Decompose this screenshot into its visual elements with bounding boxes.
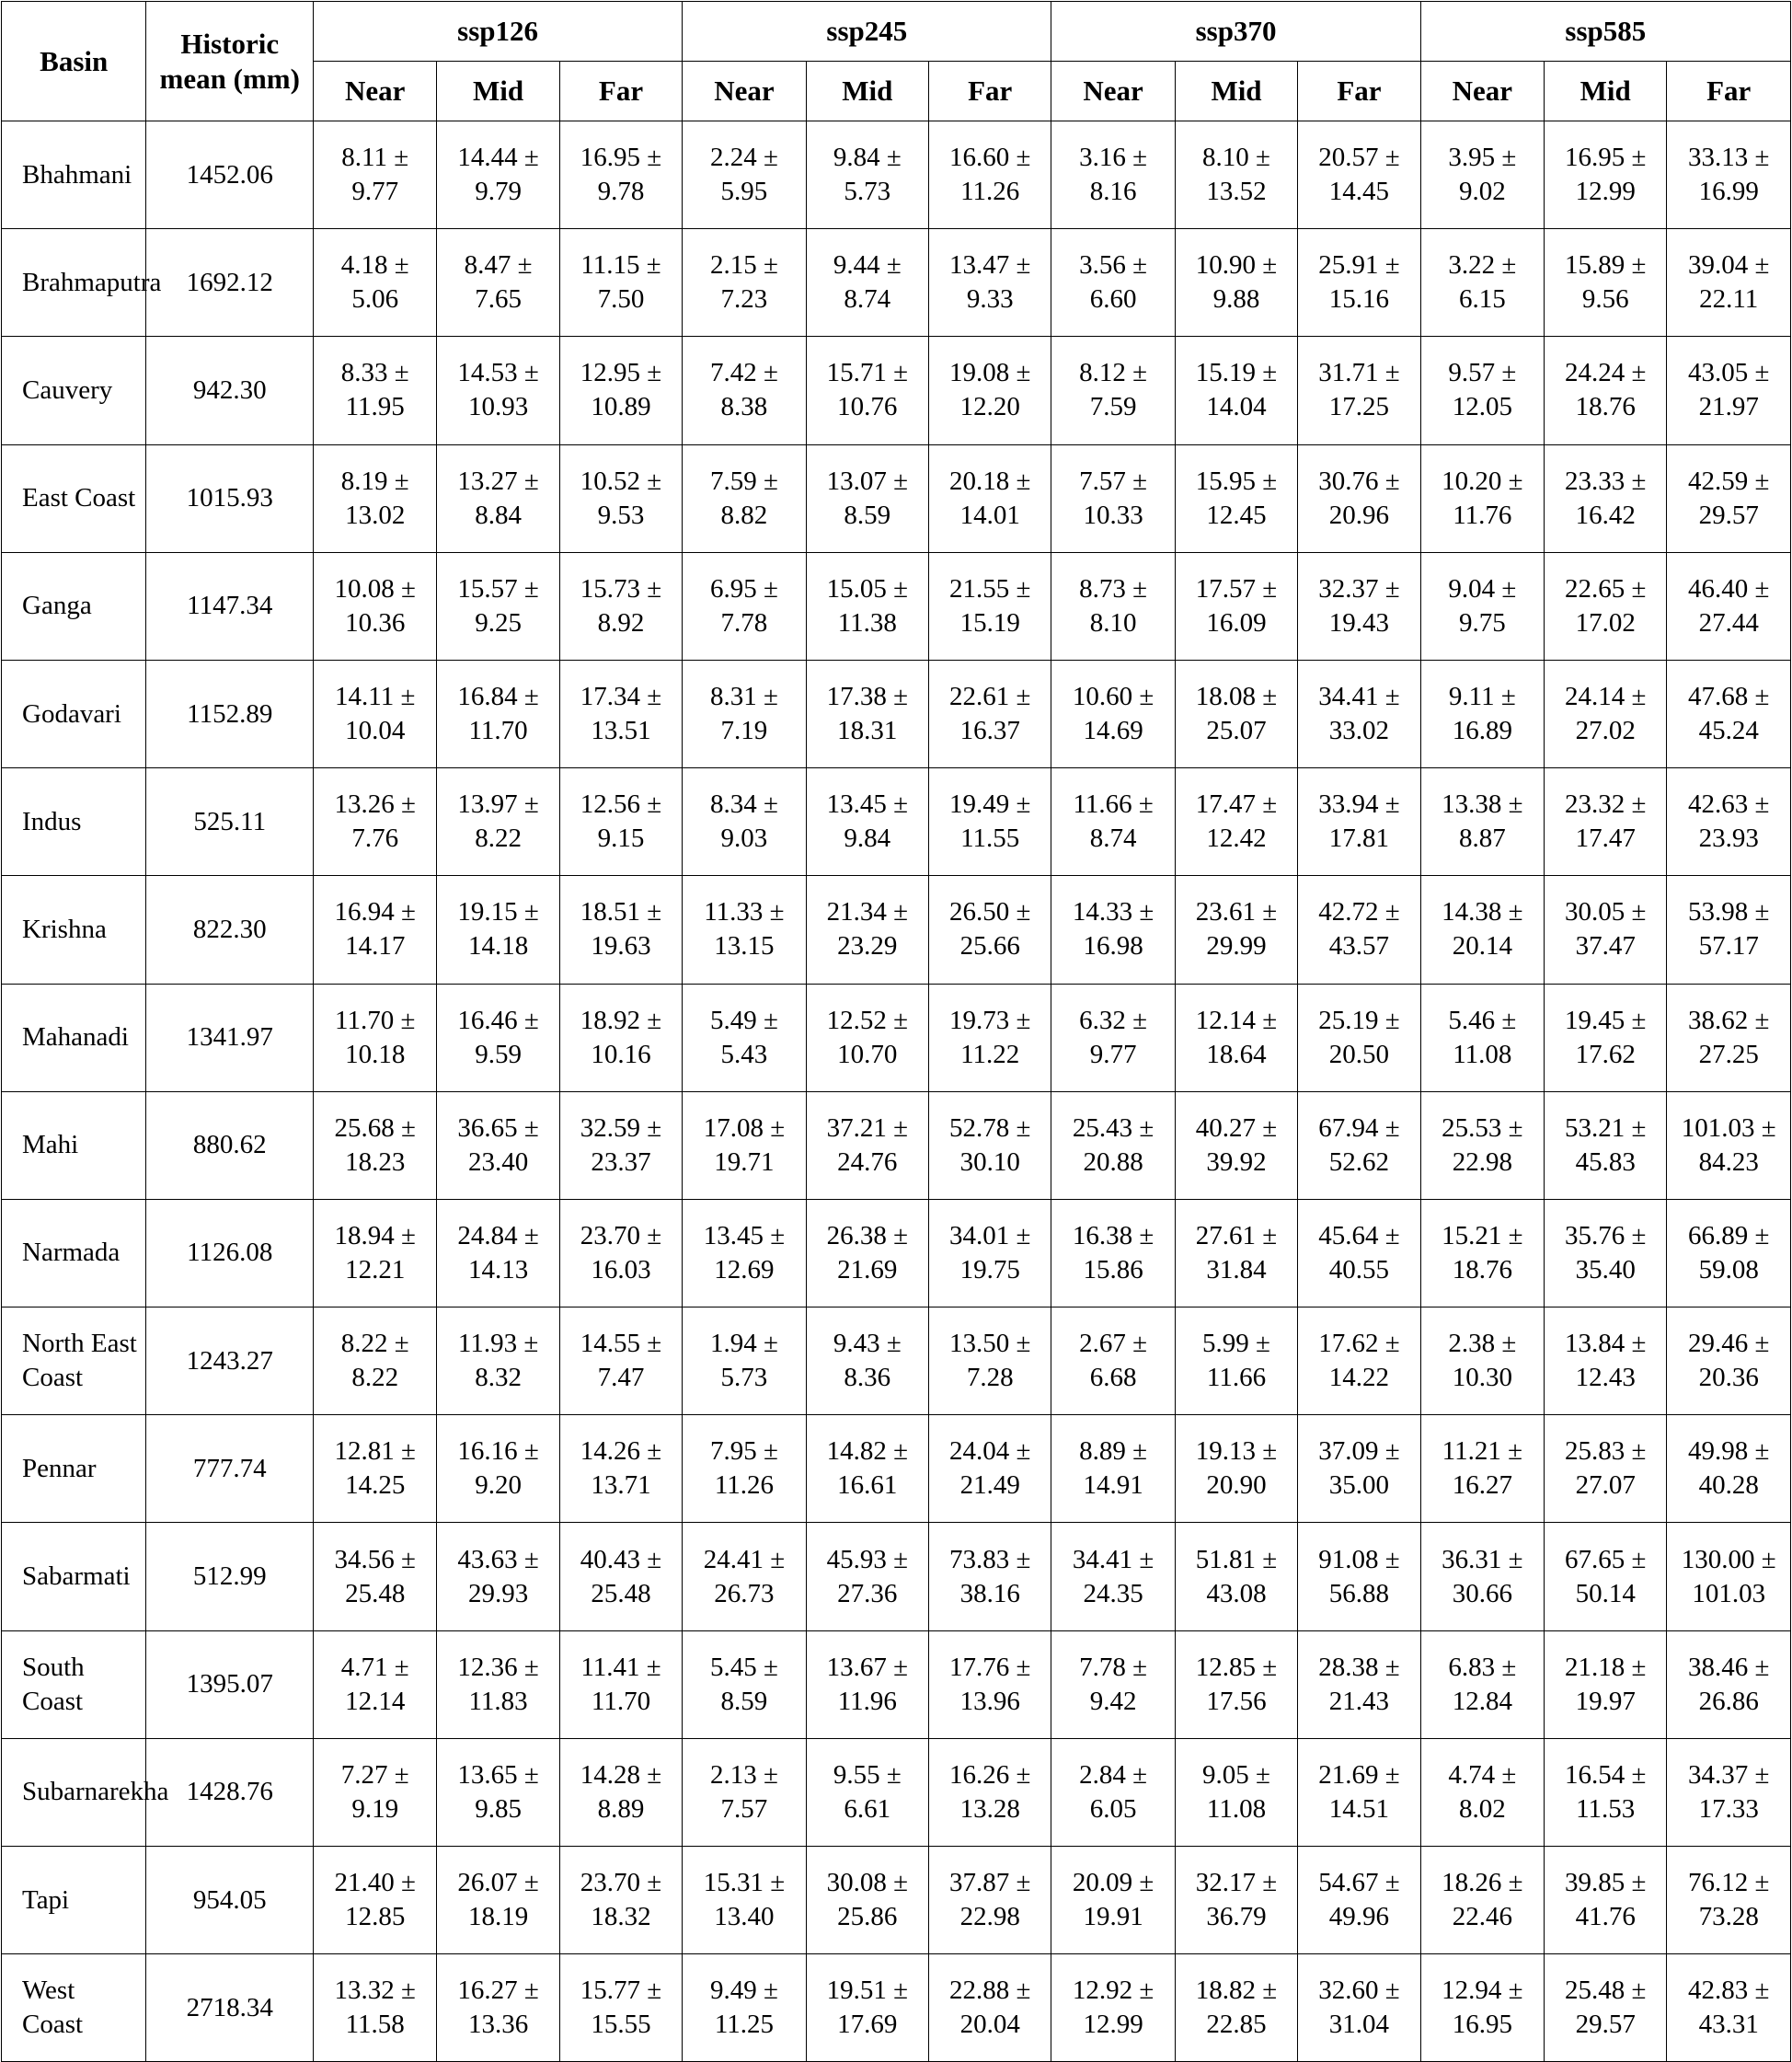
projection-value-cell: 14.11 ± 10.04 bbox=[314, 660, 437, 767]
projection-value-cell: 15.89 ± 9.56 bbox=[1545, 229, 1667, 337]
projection-value-cell: 32.37 ± 19.43 bbox=[1298, 552, 1420, 660]
projection-value-cell: 16.94 ± 14.17 bbox=[314, 876, 437, 984]
projection-value-cell: 11.70 ± 10.18 bbox=[314, 984, 437, 1091]
projection-value-cell: 3.95 ± 9.02 bbox=[1420, 121, 1544, 229]
projection-value-cell: 16.95 ± 9.78 bbox=[559, 121, 682, 229]
table-row bbox=[2, 1523, 1791, 1630]
projection-value-cell: 16.27 ± 13.36 bbox=[437, 1954, 559, 2062]
projection-value-cell: 15.21 ± 18.76 bbox=[1420, 1199, 1544, 1307]
projection-value-cell: 18.92 ± 10.16 bbox=[559, 984, 682, 1091]
projection-value-cell: 8.34 ± 9.03 bbox=[683, 768, 806, 876]
projection-value-cell: 21.18 ± 19.97 bbox=[1545, 1630, 1667, 1738]
projection-value-cell: 35.76 ± 35.40 bbox=[1545, 1199, 1667, 1307]
projection-value-cell: 9.49 ± 11.25 bbox=[683, 1954, 806, 2062]
basin-name-cell: East Coast bbox=[2, 444, 146, 552]
projection-value-cell: 25.83 ± 27.07 bbox=[1545, 1415, 1667, 1523]
header-period: Mid bbox=[437, 62, 559, 121]
projection-value-cell: 8.89 ± 14.91 bbox=[1051, 1415, 1175, 1523]
projection-value-cell: 15.05 ± 11.38 bbox=[806, 552, 928, 660]
projection-value-cell: 5.49 ± 5.43 bbox=[683, 984, 806, 1091]
table-row bbox=[2, 1091, 1791, 1199]
projection-value-cell: 17.76 ± 13.96 bbox=[929, 1630, 1051, 1738]
projection-value-cell: 2.38 ± 10.30 bbox=[1420, 1307, 1544, 1415]
projection-value-cell: 91.08 ± 56.88 bbox=[1298, 1523, 1420, 1630]
projection-value-cell: 19.13 ± 20.90 bbox=[1175, 1415, 1297, 1523]
projection-value-cell: 45.64 ± 40.55 bbox=[1298, 1199, 1420, 1307]
projection-value-cell: 13.47 ± 9.33 bbox=[929, 229, 1051, 337]
projection-value-cell: 14.53 ± 10.93 bbox=[437, 337, 559, 444]
projection-value-cell: 17.57 ± 16.09 bbox=[1175, 552, 1297, 660]
basin-name-cell: Bhahmani bbox=[2, 121, 146, 229]
projection-value-cell: 10.60 ± 14.69 bbox=[1051, 660, 1175, 767]
historic-mean-cell: 2718.34 bbox=[146, 1954, 314, 2062]
projection-value-cell: 8.19 ± 13.02 bbox=[314, 444, 437, 552]
projection-value-cell: 26.50 ± 25.66 bbox=[929, 876, 1051, 984]
projection-value-cell: 7.95 ± 11.26 bbox=[683, 1415, 806, 1523]
projection-value-cell: 16.46 ± 9.59 bbox=[437, 984, 559, 1091]
header-period: Near bbox=[1051, 62, 1175, 121]
projection-value-cell: 37.87 ± 22.98 bbox=[929, 1847, 1051, 1954]
projection-value-cell: 10.08 ± 10.36 bbox=[314, 552, 437, 660]
table-row bbox=[2, 984, 1791, 1091]
projection-value-cell: 22.61 ± 16.37 bbox=[929, 660, 1051, 767]
projection-value-cell: 7.27 ± 9.19 bbox=[314, 1738, 437, 1846]
projection-value-cell: 34.01 ± 19.75 bbox=[929, 1199, 1051, 1307]
projection-value-cell: 73.83 ± 38.16 bbox=[929, 1523, 1051, 1630]
projection-value-cell: 25.48 ± 29.57 bbox=[1545, 1954, 1667, 2062]
basin-name-cell: Mahi bbox=[2, 1091, 146, 1199]
table-row bbox=[2, 1630, 1791, 1738]
projection-value-cell: 18.51 ± 19.63 bbox=[559, 876, 682, 984]
projection-value-cell: 34.41 ± 33.02 bbox=[1298, 660, 1420, 767]
projection-value-cell: 10.20 ± 11.76 bbox=[1420, 444, 1544, 552]
historic-mean-cell: 1147.34 bbox=[146, 552, 314, 660]
basin-name-cell: West Coast bbox=[2, 1954, 146, 2062]
projection-value-cell: 16.95 ± 12.99 bbox=[1545, 121, 1667, 229]
projection-value-cell: 32.17 ± 36.79 bbox=[1175, 1847, 1297, 1954]
historic-mean-cell: 1452.06 bbox=[146, 121, 314, 229]
projection-value-cell: 9.04 ± 9.75 bbox=[1420, 552, 1544, 660]
projection-value-cell: 23.33 ± 16.42 bbox=[1545, 444, 1667, 552]
projection-value-cell: 1.94 ± 5.73 bbox=[683, 1307, 806, 1415]
projection-value-cell: 67.94 ± 52.62 bbox=[1298, 1091, 1420, 1199]
basin-name-cell: South Coast bbox=[2, 1630, 146, 1738]
projection-value-cell: 42.83 ± 43.31 bbox=[1667, 1954, 1791, 2062]
basin-name-cell: Krishna bbox=[2, 876, 146, 984]
projection-value-cell: 25.91 ± 15.16 bbox=[1298, 229, 1420, 337]
projection-value-cell: 3.56 ± 6.60 bbox=[1051, 229, 1175, 337]
projection-value-cell: 17.34 ± 13.51 bbox=[559, 660, 682, 767]
projection-value-cell: 10.52 ± 9.53 bbox=[559, 444, 682, 552]
projection-value-cell: 38.62 ± 27.25 bbox=[1667, 984, 1791, 1091]
projection-value-cell: 23.61 ± 29.99 bbox=[1175, 876, 1297, 984]
projection-value-cell: 16.26 ± 13.28 bbox=[929, 1738, 1051, 1846]
header-scenario: ssp245 bbox=[683, 2, 1051, 62]
projection-value-cell: 36.65 ± 23.40 bbox=[437, 1091, 559, 1199]
projection-value-cell: 31.71 ± 17.25 bbox=[1298, 337, 1420, 444]
projection-value-cell: 21.55 ± 15.19 bbox=[929, 552, 1051, 660]
projection-value-cell: 37.21 ± 24.76 bbox=[806, 1091, 928, 1199]
projection-value-cell: 13.50 ± 7.28 bbox=[929, 1307, 1051, 1415]
projection-value-cell: 34.56 ± 25.48 bbox=[314, 1523, 437, 1630]
projection-value-cell: 24.24 ± 18.76 bbox=[1545, 337, 1667, 444]
projection-value-cell: 15.57 ± 9.25 bbox=[437, 552, 559, 660]
projection-value-cell: 5.99 ± 11.66 bbox=[1175, 1307, 1297, 1415]
projection-value-cell: 10.90 ± 9.88 bbox=[1175, 229, 1297, 337]
basin-name-cell: Indus bbox=[2, 768, 146, 876]
projection-value-cell: 13.45 ± 12.69 bbox=[683, 1199, 806, 1307]
table-row bbox=[2, 121, 1791, 229]
projection-value-cell: 8.33 ± 11.95 bbox=[314, 337, 437, 444]
projection-value-cell: 18.82 ± 22.85 bbox=[1175, 1954, 1297, 2062]
basin-name-cell: Sabarmati bbox=[2, 1523, 146, 1630]
historic-mean-cell: 525.11 bbox=[146, 768, 314, 876]
projection-value-cell: 14.55 ± 7.47 bbox=[559, 1307, 682, 1415]
historic-mean-cell: 777.74 bbox=[146, 1415, 314, 1523]
projection-value-cell: 20.18 ± 14.01 bbox=[929, 444, 1051, 552]
projection-value-cell: 11.66 ± 8.74 bbox=[1051, 768, 1175, 876]
table-row bbox=[2, 768, 1791, 876]
projection-value-cell: 9.05 ± 11.08 bbox=[1175, 1738, 1297, 1846]
projection-value-cell: 7.42 ± 8.38 bbox=[683, 337, 806, 444]
projection-value-cell: 5.45 ± 8.59 bbox=[683, 1630, 806, 1738]
projection-value-cell: 17.08 ± 19.71 bbox=[683, 1091, 806, 1199]
header-scenario: ssp585 bbox=[1420, 2, 1790, 62]
projection-value-cell: 19.51 ± 17.69 bbox=[806, 1954, 928, 2062]
projection-value-cell: 3.22 ± 6.15 bbox=[1420, 229, 1544, 337]
projection-value-cell: 2.24 ± 5.95 bbox=[683, 121, 806, 229]
projection-value-cell: 12.52 ± 10.70 bbox=[806, 984, 928, 1091]
historic-mean-cell: 1126.08 bbox=[146, 1199, 314, 1307]
projection-value-cell: 76.12 ± 73.28 bbox=[1667, 1847, 1791, 1954]
projection-value-cell: 39.04 ± 22.11 bbox=[1667, 229, 1791, 337]
projection-value-cell: 40.27 ± 39.92 bbox=[1175, 1091, 1297, 1199]
projection-value-cell: 6.83 ± 12.84 bbox=[1420, 1630, 1544, 1738]
projection-value-cell: 13.67 ± 11.96 bbox=[806, 1630, 928, 1738]
basin-name-cell: Godavari bbox=[2, 660, 146, 767]
projection-value-cell: 8.31 ± 7.19 bbox=[683, 660, 806, 767]
projection-value-cell: 17.62 ± 14.22 bbox=[1298, 1307, 1420, 1415]
projection-value-cell: 2.84 ± 6.05 bbox=[1051, 1738, 1175, 1846]
basin-name-cell: Tapi bbox=[2, 1847, 146, 1954]
basin-name-cell: Subarnarekha bbox=[2, 1738, 146, 1846]
historic-mean-cell: 1152.89 bbox=[146, 660, 314, 767]
basin-name-cell: Pennar bbox=[2, 1415, 146, 1523]
projection-value-cell: 17.47 ± 12.42 bbox=[1175, 768, 1297, 876]
projection-value-cell: 37.09 ± 35.00 bbox=[1298, 1415, 1420, 1523]
historic-mean-cell: 880.62 bbox=[146, 1091, 314, 1199]
projection-value-cell: 9.84 ± 5.73 bbox=[806, 121, 928, 229]
projection-value-cell: 5.46 ± 11.08 bbox=[1420, 984, 1544, 1091]
projection-value-cell: 15.77 ± 15.55 bbox=[559, 1954, 682, 2062]
projection-value-cell: 49.98 ± 40.28 bbox=[1667, 1415, 1791, 1523]
projection-value-cell: 32.60 ± 31.04 bbox=[1298, 1954, 1420, 2062]
table-row bbox=[2, 1847, 1791, 1954]
basin-name-cell: North East Coast bbox=[2, 1307, 146, 1415]
projection-value-cell: 13.32 ± 11.58 bbox=[314, 1954, 437, 2062]
projection-value-cell: 13.97 ± 8.22 bbox=[437, 768, 559, 876]
basin-name-cell: Mahanadi bbox=[2, 984, 146, 1091]
projection-value-cell: 8.10 ± 13.52 bbox=[1175, 121, 1297, 229]
projection-value-cell: 21.69 ± 14.51 bbox=[1298, 1738, 1420, 1846]
table-row bbox=[2, 1415, 1791, 1523]
projection-value-cell: 26.38 ± 21.69 bbox=[806, 1199, 928, 1307]
projection-value-cell: 45.93 ± 27.36 bbox=[806, 1523, 928, 1630]
header-scenario: ssp126 bbox=[314, 2, 683, 62]
projection-value-cell: 9.11 ± 16.89 bbox=[1420, 660, 1544, 767]
header-period: Far bbox=[559, 62, 682, 121]
projection-value-cell: 3.16 ± 8.16 bbox=[1051, 121, 1175, 229]
projection-value-cell: 34.41 ± 24.35 bbox=[1051, 1523, 1175, 1630]
projection-value-cell: 36.31 ± 30.66 bbox=[1420, 1523, 1544, 1630]
projection-value-cell: 17.38 ± 18.31 bbox=[806, 660, 928, 767]
projection-value-cell: 12.36 ± 11.83 bbox=[437, 1630, 559, 1738]
projection-value-cell: 67.65 ± 50.14 bbox=[1545, 1523, 1667, 1630]
projection-value-cell: 23.70 ± 18.32 bbox=[559, 1847, 682, 1954]
projection-value-cell: 21.34 ± 23.29 bbox=[806, 876, 928, 984]
historic-mean-cell: 1428.76 bbox=[146, 1738, 314, 1846]
header-period: Far bbox=[929, 62, 1051, 121]
projection-value-cell: 23.32 ± 17.47 bbox=[1545, 768, 1667, 876]
projection-value-cell: 28.38 ± 21.43 bbox=[1298, 1630, 1420, 1738]
projection-value-cell: 27.61 ± 31.84 bbox=[1175, 1199, 1297, 1307]
projection-value-cell: 30.08 ± 25.86 bbox=[806, 1847, 928, 1954]
header-historic-mean: Historic mean (mm) bbox=[146, 2, 314, 121]
projection-value-cell: 24.41 ± 26.73 bbox=[683, 1523, 806, 1630]
table-row bbox=[2, 1307, 1791, 1415]
header-period: Far bbox=[1667, 62, 1791, 121]
projection-table bbox=[1, 1, 1791, 2062]
header-period: Mid bbox=[806, 62, 928, 121]
historic-mean-cell: 1692.12 bbox=[146, 229, 314, 337]
projection-value-cell: 38.46 ± 26.86 bbox=[1667, 1630, 1791, 1738]
projection-value-cell: 11.33 ± 13.15 bbox=[683, 876, 806, 984]
historic-mean-cell: 822.30 bbox=[146, 876, 314, 984]
projection-value-cell: 12.85 ± 17.56 bbox=[1175, 1630, 1297, 1738]
table-row bbox=[2, 552, 1791, 660]
projection-value-cell: 4.71 ± 12.14 bbox=[314, 1630, 437, 1738]
projection-value-cell: 43.05 ± 21.97 bbox=[1667, 337, 1791, 444]
projection-value-cell: 39.85 ± 41.76 bbox=[1545, 1847, 1667, 1954]
projection-value-cell: 46.40 ± 27.44 bbox=[1667, 552, 1791, 660]
table-row bbox=[2, 337, 1791, 444]
projection-value-cell: 11.15 ± 7.50 bbox=[559, 229, 682, 337]
projection-value-cell: 7.78 ± 9.42 bbox=[1051, 1630, 1175, 1738]
basin-name-cell: Ganga bbox=[2, 552, 146, 660]
projection-value-cell: 16.38 ± 15.86 bbox=[1051, 1199, 1175, 1307]
projection-value-cell: 7.59 ± 8.82 bbox=[683, 444, 806, 552]
projection-value-cell: 14.33 ± 16.98 bbox=[1051, 876, 1175, 984]
table-row bbox=[2, 1738, 1791, 1846]
header-basin: Basin bbox=[2, 2, 146, 121]
header-period: Mid bbox=[1545, 62, 1667, 121]
projection-value-cell: 6.95 ± 7.78 bbox=[683, 552, 806, 660]
projection-value-cell: 25.53 ± 22.98 bbox=[1420, 1091, 1544, 1199]
projection-value-cell: 13.84 ± 12.43 bbox=[1545, 1307, 1667, 1415]
projection-value-cell: 8.73 ± 8.10 bbox=[1051, 552, 1175, 660]
projection-value-cell: 16.84 ± 11.70 bbox=[437, 660, 559, 767]
basin-name-cell: Cauvery bbox=[2, 337, 146, 444]
projection-value-cell: 4.74 ± 8.02 bbox=[1420, 1738, 1544, 1846]
projection-value-cell: 9.44 ± 8.74 bbox=[806, 229, 928, 337]
projection-value-cell: 20.57 ± 14.45 bbox=[1298, 121, 1420, 229]
projection-value-cell: 42.63 ± 23.93 bbox=[1667, 768, 1791, 876]
table-row bbox=[2, 876, 1791, 984]
projection-value-cell: 33.94 ± 17.81 bbox=[1298, 768, 1420, 876]
projection-value-cell: 16.16 ± 9.20 bbox=[437, 1415, 559, 1523]
projection-value-cell: 101.03 ± 84.23 bbox=[1667, 1091, 1791, 1199]
projection-value-cell: 53.98 ± 57.17 bbox=[1667, 876, 1791, 984]
projection-value-cell: 19.73 ± 11.22 bbox=[929, 984, 1051, 1091]
projection-value-cell: 26.07 ± 18.19 bbox=[437, 1847, 559, 1954]
projection-value-cell: 14.82 ± 16.61 bbox=[806, 1415, 928, 1523]
projection-value-cell: 16.60 ± 11.26 bbox=[929, 121, 1051, 229]
projection-value-cell: 7.57 ± 10.33 bbox=[1051, 444, 1175, 552]
projection-value-cell: 6.32 ± 9.77 bbox=[1051, 984, 1175, 1091]
header-period: Far bbox=[1298, 62, 1420, 121]
table-row bbox=[2, 1954, 1791, 2062]
header-row-scenarios bbox=[2, 2, 1791, 62]
projection-value-cell: 18.26 ± 22.46 bbox=[1420, 1847, 1544, 1954]
projection-value-cell: 52.78 ± 30.10 bbox=[929, 1091, 1051, 1199]
projection-value-cell: 34.37 ± 17.33 bbox=[1667, 1738, 1791, 1846]
projection-value-cell: 42.72 ± 43.57 bbox=[1298, 876, 1420, 984]
projection-value-cell: 13.45 ± 9.84 bbox=[806, 768, 928, 876]
projection-value-cell: 51.81 ± 43.08 bbox=[1175, 1523, 1297, 1630]
table-body bbox=[2, 121, 1791, 2062]
projection-value-cell: 15.31 ± 13.40 bbox=[683, 1847, 806, 1954]
historic-mean-cell: 1243.27 bbox=[146, 1307, 314, 1415]
projection-value-cell: 13.38 ± 8.87 bbox=[1420, 768, 1544, 876]
projection-value-cell: 11.21 ± 16.27 bbox=[1420, 1415, 1544, 1523]
header-period: Near bbox=[683, 62, 806, 121]
table-row bbox=[2, 1199, 1791, 1307]
projection-value-cell: 14.38 ± 20.14 bbox=[1420, 876, 1544, 984]
projection-value-cell: 8.22 ± 8.22 bbox=[314, 1307, 437, 1415]
projection-value-cell: 19.45 ± 17.62 bbox=[1545, 984, 1667, 1091]
projection-value-cell: 20.09 ± 19.91 bbox=[1051, 1847, 1175, 1954]
projection-value-cell: 30.76 ± 20.96 bbox=[1298, 444, 1420, 552]
basin-name-cell: Brahmaputra bbox=[2, 229, 146, 337]
historic-mean-cell: 1395.07 bbox=[146, 1630, 314, 1738]
projection-value-cell: 12.14 ± 18.64 bbox=[1175, 984, 1297, 1091]
basin-name-cell: Narmada bbox=[2, 1199, 146, 1307]
projection-value-cell: 24.84 ± 14.13 bbox=[437, 1199, 559, 1307]
header-scenario: ssp370 bbox=[1051, 2, 1420, 62]
table-row bbox=[2, 444, 1791, 552]
projection-value-cell: 9.55 ± 6.61 bbox=[806, 1738, 928, 1846]
projection-value-cell: 25.43 ± 20.88 bbox=[1051, 1091, 1175, 1199]
projection-value-cell: 13.26 ± 7.76 bbox=[314, 768, 437, 876]
projection-value-cell: 8.12 ± 7.59 bbox=[1051, 337, 1175, 444]
header-period: Near bbox=[314, 62, 437, 121]
projection-value-cell: 15.73 ± 8.92 bbox=[559, 552, 682, 660]
projection-value-cell: 18.08 ± 25.07 bbox=[1175, 660, 1297, 767]
projection-value-cell: 19.15 ± 14.18 bbox=[437, 876, 559, 984]
projection-value-cell: 12.95 ± 10.89 bbox=[559, 337, 682, 444]
projection-value-cell: 25.68 ± 18.23 bbox=[314, 1091, 437, 1199]
projection-value-cell: 13.07 ± 8.59 bbox=[806, 444, 928, 552]
historic-mean-cell: 954.05 bbox=[146, 1847, 314, 1954]
projection-value-cell: 19.08 ± 12.20 bbox=[929, 337, 1051, 444]
projection-value-cell: 2.13 ± 7.57 bbox=[683, 1738, 806, 1846]
projection-value-cell: 11.93 ± 8.32 bbox=[437, 1307, 559, 1415]
historic-mean-cell: 512.99 bbox=[146, 1523, 314, 1630]
table-row bbox=[2, 660, 1791, 767]
projection-value-cell: 22.88 ± 20.04 bbox=[929, 1954, 1051, 2062]
projection-value-cell: 24.04 ± 21.49 bbox=[929, 1415, 1051, 1523]
projection-value-cell: 32.59 ± 23.37 bbox=[559, 1091, 682, 1199]
projection-value-cell: 15.19 ± 14.04 bbox=[1175, 337, 1297, 444]
projection-value-cell: 42.59 ± 29.57 bbox=[1667, 444, 1791, 552]
historic-mean-cell: 942.30 bbox=[146, 337, 314, 444]
projection-value-cell: 40.43 ± 25.48 bbox=[559, 1523, 682, 1630]
projection-value-cell: 12.92 ± 12.99 bbox=[1051, 1954, 1175, 2062]
projection-value-cell: 66.89 ± 59.08 bbox=[1667, 1199, 1791, 1307]
projection-value-cell: 9.57 ± 12.05 bbox=[1420, 337, 1544, 444]
projection-value-cell: 12.94 ± 16.95 bbox=[1420, 1954, 1544, 2062]
projection-value-cell: 4.18 ± 5.06 bbox=[314, 229, 437, 337]
table-row bbox=[2, 229, 1791, 337]
header-period: Mid bbox=[1175, 62, 1297, 121]
projection-value-cell: 2.67 ± 6.68 bbox=[1051, 1307, 1175, 1415]
header-period: Near bbox=[1420, 62, 1544, 121]
projection-value-cell: 15.71 ± 10.76 bbox=[806, 337, 928, 444]
projection-value-cell: 16.54 ± 11.53 bbox=[1545, 1738, 1667, 1846]
projection-value-cell: 25.19 ± 20.50 bbox=[1298, 984, 1420, 1091]
projection-value-cell: 9.43 ± 8.36 bbox=[806, 1307, 928, 1415]
projection-value-cell: 14.44 ± 9.79 bbox=[437, 121, 559, 229]
projection-value-cell: 11.41 ± 11.70 bbox=[559, 1630, 682, 1738]
projection-value-cell: 130.00 ± 101.03 bbox=[1667, 1523, 1791, 1630]
projection-value-cell: 15.95 ± 12.45 bbox=[1175, 444, 1297, 552]
projection-value-cell: 13.65 ± 9.85 bbox=[437, 1738, 559, 1846]
historic-mean-cell: 1015.93 bbox=[146, 444, 314, 552]
projection-value-cell: 8.47 ± 7.65 bbox=[437, 229, 559, 337]
projection-value-cell: 18.94 ± 12.21 bbox=[314, 1199, 437, 1307]
projection-value-cell: 21.40 ± 12.85 bbox=[314, 1847, 437, 1954]
projection-value-cell: 12.56 ± 9.15 bbox=[559, 768, 682, 876]
projection-value-cell: 14.26 ± 13.71 bbox=[559, 1415, 682, 1523]
projection-value-cell: 13.27 ± 8.84 bbox=[437, 444, 559, 552]
historic-mean-cell: 1341.97 bbox=[146, 984, 314, 1091]
projection-value-cell: 23.70 ± 16.03 bbox=[559, 1199, 682, 1307]
projection-value-cell: 2.15 ± 7.23 bbox=[683, 229, 806, 337]
projection-value-cell: 43.63 ± 29.93 bbox=[437, 1523, 559, 1630]
projection-value-cell: 47.68 ± 45.24 bbox=[1667, 660, 1791, 767]
projection-value-cell: 24.14 ± 27.02 bbox=[1545, 660, 1667, 767]
projection-value-cell: 19.49 ± 11.55 bbox=[929, 768, 1051, 876]
projection-value-cell: 29.46 ± 20.36 bbox=[1667, 1307, 1791, 1415]
projection-value-cell: 54.67 ± 49.96 bbox=[1298, 1847, 1420, 1954]
projection-value-cell: 22.65 ± 17.02 bbox=[1545, 552, 1667, 660]
projection-value-cell: 30.05 ± 37.47 bbox=[1545, 876, 1667, 984]
projection-value-cell: 14.28 ± 8.89 bbox=[559, 1738, 682, 1846]
projection-value-cell: 12.81 ± 14.25 bbox=[314, 1415, 437, 1523]
projection-value-cell: 8.11 ± 9.77 bbox=[314, 121, 437, 229]
projection-value-cell: 33.13 ± 16.99 bbox=[1667, 121, 1791, 229]
projection-value-cell: 53.21 ± 45.83 bbox=[1545, 1091, 1667, 1199]
